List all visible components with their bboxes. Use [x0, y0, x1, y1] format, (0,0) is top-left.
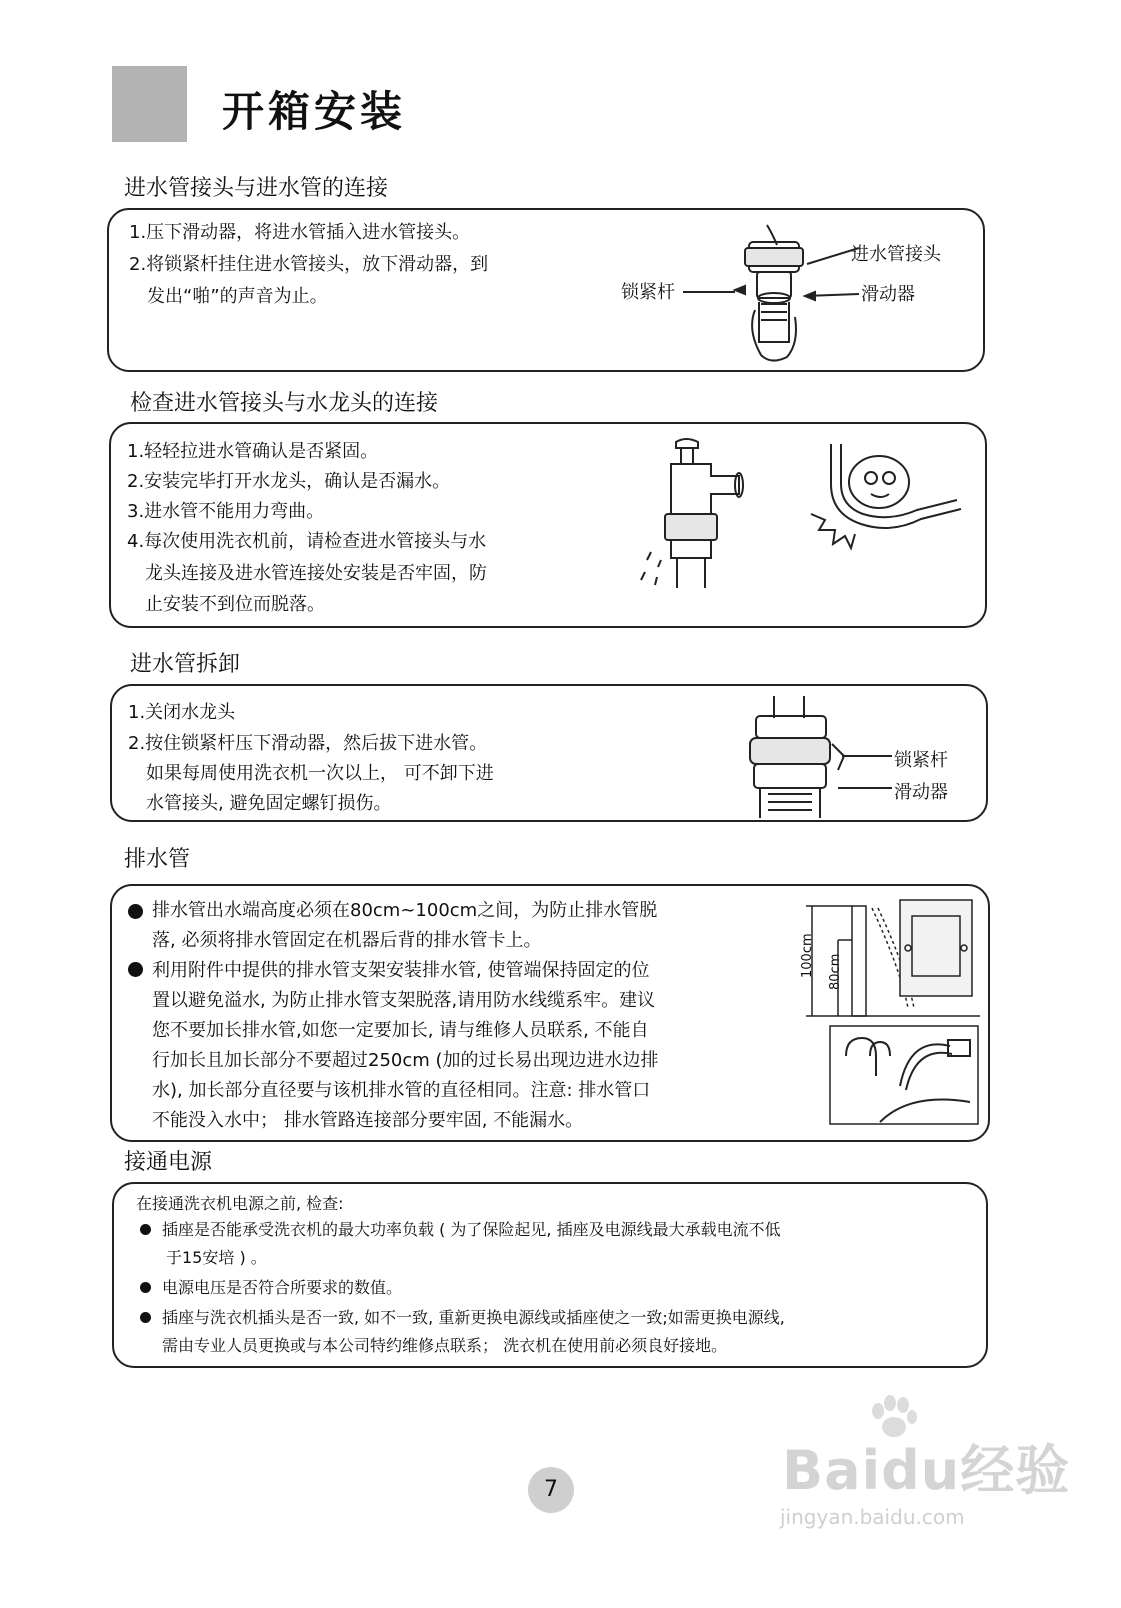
instruction-line: 在接通洗衣机电源之前, 检查:	[136, 1194, 344, 1213]
bullet-icon	[140, 1282, 151, 1293]
dimension-100cm: 100cm	[800, 933, 815, 978]
bullet-icon	[128, 962, 143, 977]
label-slider: 滑动器	[861, 284, 915, 305]
dimension-80cm: 80cm	[828, 953, 843, 990]
instruction-line: 2.安装完毕打开水龙头，确认是否漏水。	[127, 471, 451, 492]
label-slider: 滑动器	[894, 782, 948, 803]
instruction-line: 止安装不到位而脱落。	[145, 594, 325, 615]
instruction-line: 不能没入水中； 排水管路连接部分要牢固, 不能漏水。	[152, 1110, 584, 1131]
label-lock-lever: 锁紧杆	[621, 282, 675, 303]
watermark-brand: Baidu经验	[782, 1439, 1071, 1502]
drain-bracket-illustration	[830, 1026, 980, 1126]
instruction-line: 利用附件中提供的排水管支架安装排水管, 使管端保持固定的位	[152, 960, 650, 981]
instruction-line: 插座与洗衣机插头是否一致, 如不一致, 重新更换电源线或插座使之一致;如需更换电源线,	[162, 1308, 785, 1327]
instruction-line: 龙头连接及进水管连接处安装是否牢固，防	[145, 563, 487, 584]
section-title-hose-removal: 进水管拆卸	[130, 652, 241, 677]
instruction-line: 插座是否能承受洗衣机的最大功率负载 ( 为了保险起见, 插座及电源线最大承载电流不低	[162, 1220, 781, 1239]
instruction-line: 1.压下滑动器，将进水管插入进水管接头。	[129, 222, 471, 243]
bullet-icon	[140, 1224, 151, 1235]
section-box-power	[112, 1182, 988, 1368]
instruction-line: 需由专业人员更换或与本公司特约维修点联系； 洗衣机在使用前必须良好接地。	[162, 1336, 728, 1355]
instruction-line: 您不要加长排水管,如您一定要加长, 请与维修人员联系, 不能自	[152, 1020, 649, 1041]
hose-connector-illustration	[687, 220, 887, 370]
instruction-line: 4.每次使用洗衣机前，请检查进水管接头与水	[127, 531, 487, 552]
instruction-line: 行加长且加长部分不要超过250cm (加的过长易出现边进水边排	[152, 1050, 659, 1071]
paw-icon	[868, 1395, 918, 1439]
bullet-icon	[140, 1312, 151, 1323]
bullet-icon	[128, 904, 143, 919]
instruction-line: 排水管出水端高度必须在80cm~100cm之间，为防止排水管脱	[152, 900, 658, 921]
section-title-tap-check: 检查进水管接头与水龙头的连接	[130, 391, 439, 416]
section-title-hose-connection: 进水管接头与进水管的连接	[124, 176, 389, 201]
section-box-tap-check	[109, 422, 987, 628]
cartoon-hose-illustration	[801, 444, 961, 564]
instruction-line: 3.进水管不能用力弯曲。	[127, 501, 325, 522]
instruction-line: 落, 必须将排水管固定在机器后背的排水管卡上。	[152, 930, 542, 951]
instruction-line: 2.按住锁紧杆压下滑动器，然后拔下进水管。	[128, 733, 488, 754]
section-box-drain-hose	[110, 884, 990, 1142]
instruction-line: 2.将锁紧杆挂住进水管接头，放下滑动器，到	[129, 254, 489, 275]
instruction-line: 于15安培 ) 。	[166, 1248, 267, 1267]
page-number: 7	[528, 1467, 574, 1513]
instruction-line: 水), 加长部分直径要与该机排水管的直径相同。注意: 排水管口	[152, 1080, 651, 1101]
page-title: 开箱安装	[222, 87, 407, 136]
instruction-line: 1.关闭水龙头	[128, 702, 236, 723]
instruction-line: 发出“啪”的声音为止。	[147, 286, 328, 307]
section-box-hose-connection	[107, 208, 985, 372]
section-title-power: 接通电源	[124, 1150, 213, 1175]
instruction-line: 1.轻轻拉进水管确认是否紧固。	[127, 441, 379, 462]
watermark-url: jingyan.baidu.com	[780, 1505, 965, 1529]
faucet-illustration	[631, 432, 751, 592]
label-connector: 进水管接头	[851, 244, 941, 265]
hose-removal-illustration	[742, 694, 892, 822]
label-lock-lever: 锁紧杆	[894, 750, 948, 771]
drain-height-illustration	[812, 898, 982, 1018]
instruction-line: 如果每周使用洗衣机一次以上， 可不卸下进	[146, 763, 494, 784]
instruction-line: 水管接头, 避免固定螺钉损伤。	[146, 793, 392, 814]
instruction-line: 置以避免溢水, 为防止排水管支架脱落,请用防水线缆系牢。建议	[152, 990, 656, 1011]
header-gray-block	[112, 66, 187, 142]
section-box-hose-removal	[110, 684, 988, 822]
section-title-drain-hose: 排水管	[124, 847, 191, 872]
instruction-line: 电源电压是否符合所要求的数值。	[162, 1278, 403, 1297]
